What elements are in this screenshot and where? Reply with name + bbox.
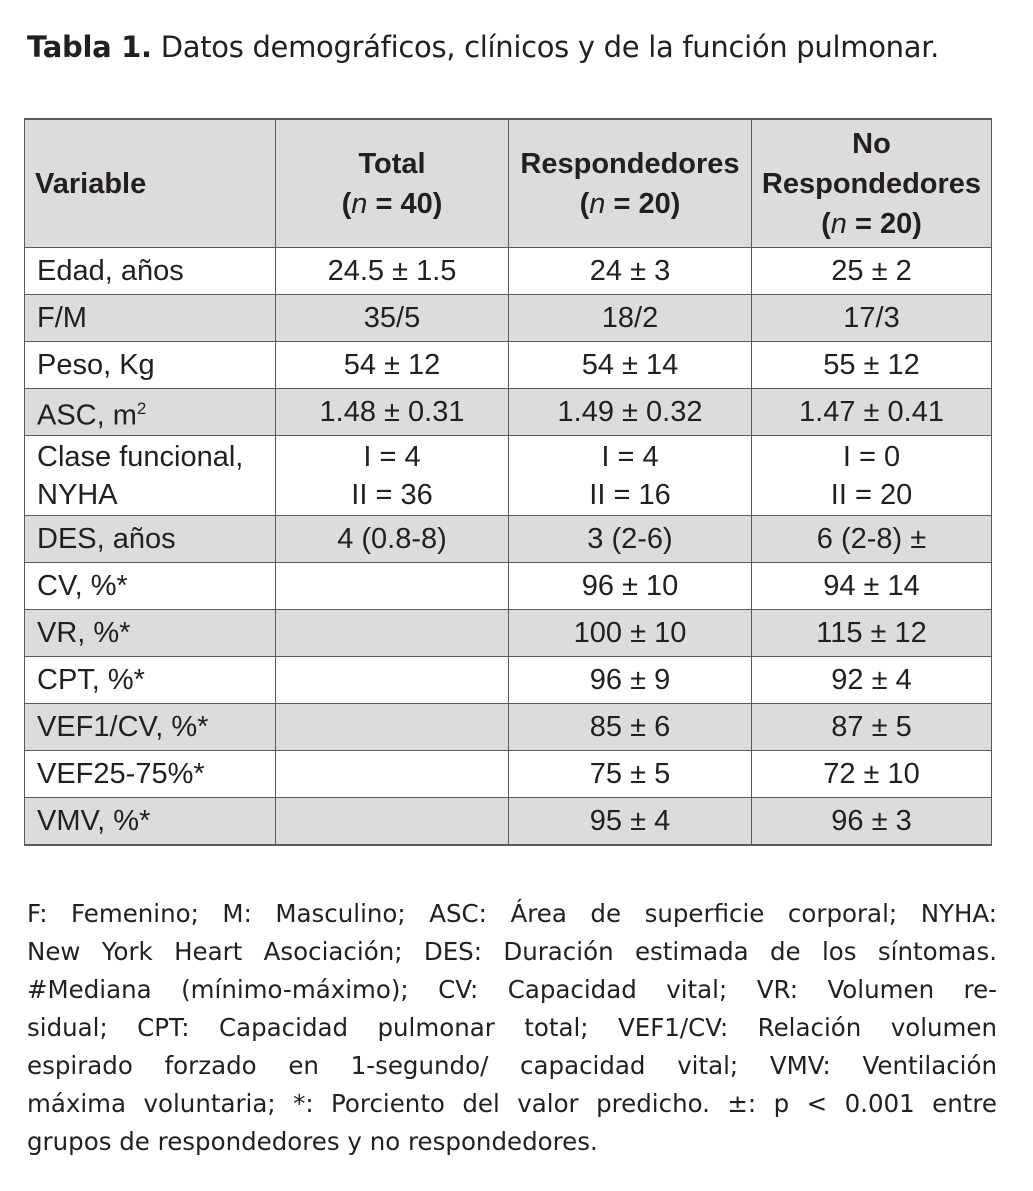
footnote-line: F: Femenino; M: Masculino; ASC: Área de superficie corporal; NYHA: <box>27 899 997 928</box>
cell-no-respondedores: 92 ± 4 <box>752 657 992 704</box>
footnote-line: sidual; CPT: Capacidad pulmonar total; VEF1/CV: Relación volumen <box>27 1013 997 1042</box>
footnote-line: espirado forzado en 1-segundo/ capacidad vital; VMV: Ventilación <box>27 1051 997 1080</box>
cell-variable-line1: Clase funcional, <box>37 440 244 473</box>
cell-total: 54 ± 12 <box>276 342 509 389</box>
cell-total: 1.48 ± 0.31 <box>276 389 509 436</box>
cell-variable: VEF1/CV, %* <box>25 704 276 751</box>
header-resp-n-prefix: ( <box>579 187 590 220</box>
cell-variable: VR, %* <box>25 610 276 657</box>
table-row-fm <box>25 295 992 342</box>
cell-no-respondedores: 1.47 ± 0.41 <box>752 389 992 436</box>
cell-respondedores: 95 ± 4 <box>509 798 752 845</box>
cell-no-respondedores: 96 ± 3 <box>752 798 992 845</box>
table-footnote <box>27 895 997 1161</box>
cell-noresp-line2: II = 20 <box>830 478 913 511</box>
header-total-n-suffix: = 40) <box>367 187 443 220</box>
cell-noresp-line1: I = 0 <box>842 440 901 473</box>
cell-variable: VEF25-75%* <box>25 751 276 798</box>
table-row-peso <box>25 342 992 389</box>
table-row-vef1cv <box>25 704 992 751</box>
cell-variable: CPT, %* <box>25 657 276 704</box>
header-noresp-label1: No <box>852 127 891 160</box>
cell-no-respondedores: 17/3 <box>752 295 992 342</box>
cell-variable-line2: NYHA <box>37 478 118 511</box>
footnote-line: máxima voluntaria; *: Porciento del valor predicho. ±: p < 0.001 entre <box>27 1089 997 1118</box>
cell-resp-line1: I = 4 <box>601 440 659 473</box>
data-table <box>24 118 992 846</box>
header-total-n <box>276 184 508 224</box>
table-row-vr <box>25 610 992 657</box>
cell-total <box>276 798 509 845</box>
cell-respondedores: 85 ± 6 <box>509 704 752 751</box>
cell-total <box>276 704 509 751</box>
table-row-vef2575 <box>25 751 992 798</box>
cell-variable-superscript: 2 <box>136 398 147 418</box>
cell-no-respondedores: 55 ± 12 <box>752 342 992 389</box>
table-row-des <box>25 516 992 563</box>
cell-variable: CV, %* <box>25 563 276 610</box>
footnote-line: #Mediana (mínimo-máximo); CV: Capacidad vital; VR: Volumen re- <box>27 975 997 1004</box>
cell-no-respondedores: 87 ± 5 <box>752 704 992 751</box>
header-total-n-symbol: n <box>351 187 368 220</box>
header-resp-n-symbol: n <box>589 187 606 220</box>
cell-resp-line2: II = 16 <box>589 478 671 511</box>
header-resp-n-suffix: = 20) <box>605 187 681 220</box>
cell-respondedores: 24 ± 3 <box>509 248 752 295</box>
cell-total: 24.5 ± 1.5 <box>276 248 509 295</box>
cell-total-line2: II = 36 <box>351 478 433 511</box>
cell-variable: DES, años <box>25 516 276 563</box>
table-row-edad <box>25 248 992 295</box>
footnote-line: grupos de respondedores y no respondedores. <box>27 1127 598 1156</box>
cell-respondedores: 18/2 <box>509 295 752 342</box>
cell-variable <box>25 436 276 516</box>
table-row-asc <box>25 389 992 436</box>
header-no-respondedores <box>752 119 992 248</box>
cell-respondedores: 1.49 ± 0.32 <box>509 389 752 436</box>
cell-respondedores: 54 ± 14 <box>509 342 752 389</box>
header-noresp-n <box>752 204 991 244</box>
header-noresp-n-symbol: n <box>830 207 847 240</box>
header-variable: Variable <box>25 119 276 248</box>
table-title <box>27 30 1007 64</box>
header-noresp-n-prefix: ( <box>821 207 831 240</box>
cell-no-respondedores <box>752 436 992 516</box>
cell-respondedores: 100 ± 10 <box>509 610 752 657</box>
header-noresp-n-suffix: = 20) <box>846 207 922 240</box>
cell-respondedores: 96 ± 10 <box>509 563 752 610</box>
cell-respondedores: 3 (2-6) <box>509 516 752 563</box>
table-title-label: Tabla 1. <box>27 30 152 64</box>
cell-no-respondedores: 115 ± 12 <box>752 610 992 657</box>
table-row-cpt <box>25 657 992 704</box>
cell-no-respondedores: 6 (2-8) ± <box>752 516 992 563</box>
header-resp-n <box>509 184 751 224</box>
cell-no-respondedores: 72 ± 10 <box>752 751 992 798</box>
cell-respondedores <box>509 436 752 516</box>
cell-no-respondedores: 25 ± 2 <box>752 248 992 295</box>
cell-no-respondedores: 94 ± 14 <box>752 563 992 610</box>
table-row-vmv <box>25 798 992 845</box>
table-title-text: Datos demográficos, clínicos y de la función pulmonar. <box>151 30 940 64</box>
cell-variable: VMV, %* <box>25 798 276 845</box>
cell-variable <box>25 389 276 436</box>
table-row-nyha <box>25 436 992 516</box>
footnote-line: New York Heart Asociación; DES: Duración estimada de los síntomas. <box>27 937 997 966</box>
cell-total <box>276 751 509 798</box>
cell-total <box>276 657 509 704</box>
header-total-label: Total <box>358 147 426 180</box>
header-resp-label: Respondedores <box>520 147 740 180</box>
cell-total <box>276 436 509 516</box>
header-noresp-label2: Respondedores <box>761 167 982 200</box>
cell-respondedores: 75 ± 5 <box>509 751 752 798</box>
cell-total <box>276 563 509 610</box>
cell-total: 35/5 <box>276 295 509 342</box>
cell-total <box>276 610 509 657</box>
header-total <box>276 119 509 248</box>
cell-variable: Peso, Kg <box>25 342 276 389</box>
table-row-cv <box>25 563 992 610</box>
cell-variable: F/M <box>25 295 276 342</box>
cell-variable: Edad, años <box>25 248 276 295</box>
header-row <box>25 119 992 248</box>
header-respondedores <box>509 119 752 248</box>
cell-respondedores: 96 ± 9 <box>509 657 752 704</box>
cell-variable-text: ASC, m <box>37 399 137 432</box>
header-total-n-prefix: ( <box>341 187 352 220</box>
cell-total-line1: I = 4 <box>363 440 421 473</box>
cell-total: 4 (0.8-8) <box>276 516 509 563</box>
